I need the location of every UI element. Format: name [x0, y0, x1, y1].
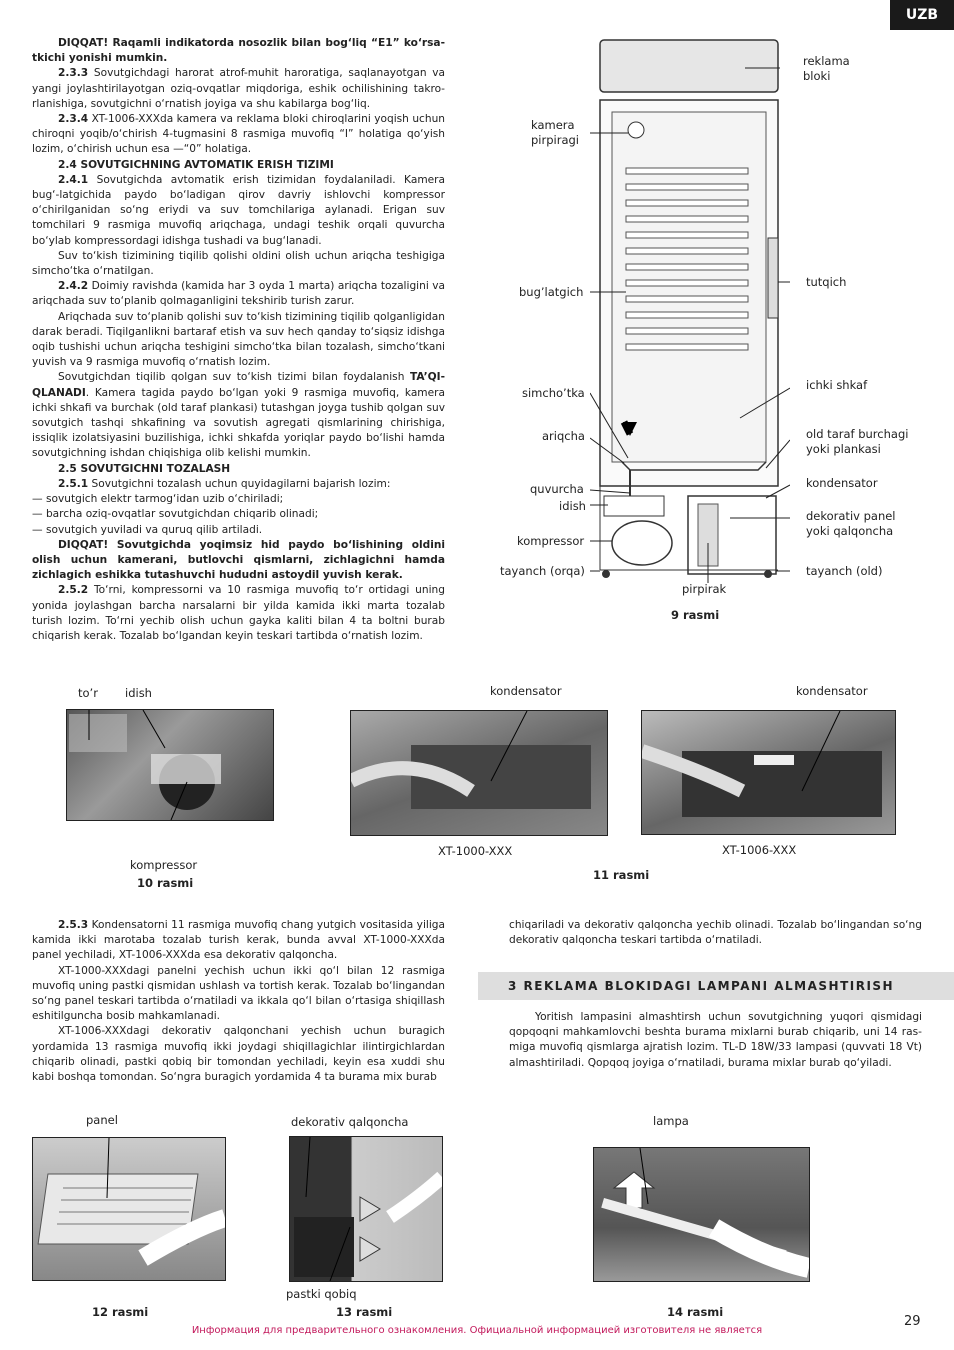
paragraph: Suv to‘kish tizimining tiqilib qolishi oldini olish uchun ariqcha teshigiga simcho‘tka o‘rnatilgan. [32, 249, 445, 278]
fig9-label-tayanch-old: tayanch (old) [806, 564, 883, 578]
paragraph: Ariqchada suv to‘planib qolishi suv to‘kish tizimining tiqilib qolganligidan darak beradi. Tiqilganlikni bartaraf etish va suv hech qanday to‘siqsiz idishga oqib tushishi uchun ariqcha teshigini simcho‘tka bilan tozalash, simcho‘tkani yuvish va 9 rasmiga muvofiq o‘rnatish lozim. [32, 310, 445, 369]
paragraph: Sovutgichda avtomatik erish tizimidan foydalaniladi. Kamera bug‘-latgichida paydo bo‘ladigan qirov davriy ishlovchi kompressor o‘chirilganidan so‘ng eriydi va suv tomchilariga aylanadi. Erigan suv tomchilari 9 rasmiga muvofiq ariqchaga, undagi teshik orqali quvurcha bo‘ylab kompressordagi idishga tushadi va bug‘lanadi. [32, 173, 445, 247]
fig11-label-kondensator-2: kondensator [796, 684, 868, 698]
prohibited-word: TA’QIQLANADI [32, 371, 445, 399]
fig9-label-kondensator: kondensator [806, 476, 878, 490]
section-heading-3: 3 REKLAMA BLOKIDAGI LAMPANI ALMASHTIRISH [478, 972, 954, 1000]
fig12-caption: 12 rasmi [92, 1305, 149, 1319]
fig14-label-lampa: lampa [653, 1114, 689, 1128]
fig9-label-dekorativ: dekorativ panel yoki qalqoncha [806, 509, 896, 538]
fig9-label-ariqcha: ariqcha [542, 429, 585, 443]
fig9-label-tutqich: tutqich [806, 275, 847, 289]
paragraph: XT-1006-XXXda kamera va reklama bloki chiroqlarini yoqish uchun chiroqni yoqib/o‘chirish 4-tugmasini 8 rasmiga muvofiq “I” holatiga qo‘yish lozim, o‘chirish uchun esa —“0” holatiga. [32, 113, 445, 156]
fig10-label-kompressor: kompressor [130, 858, 198, 872]
fig9-label-ichki: ichki shkaf [806, 378, 868, 392]
fig9-label-buglatgich: bug’latgich [519, 285, 584, 299]
page-number: 29 [904, 1314, 921, 1329]
sec-num: 2.3.3 [58, 67, 89, 80]
fig11-photo-2 [641, 710, 896, 835]
paragraph: Kondensatorni 11 rasmiga muvofiq chang yutgich vositasida yiliga kamida ikki marotaba tozalab turish kerak, bunda avval XT-1000-XXXda panel yechiladi, XT-1006-XXXda esa dekorativ qalqoncha. [32, 919, 445, 962]
sec-num: 2.5.1 [58, 477, 89, 490]
paragraph: Sovutgichni tozalash uchun quyidagilarni bajarish lozim: [88, 477, 391, 490]
fig13-caption: 13 rasmi [336, 1305, 393, 1319]
fig13-label-dekorativ: dekorativ qalqoncha [291, 1115, 409, 1129]
paragraph: XT-1006-XXXdagi dekorativ qalqonchani yechish uchun buragich yordamida 13 rasmiga muvofiq ikki joydagi shiqillagichlar ilintirgichlardan chiqarib olinadi, pastki qobiq bir tomondan yechiladi, keyin esa xuddi shu kabi boshqa tomondan. So‘ngra buragich yordamida 4 ta burama mix burab [32, 1025, 445, 1084]
fig10-sketch [67, 710, 273, 820]
fig9-label-quvurcha: quvurcha [530, 482, 584, 496]
sec-num: 2.4.2 [58, 280, 89, 293]
section-3-text [509, 1010, 922, 1071]
fig9-label-kompressor: kompressor [517, 534, 585, 548]
paragraph: Doimiy ravishda (kamida har 3 oyda 1 marta) ariqcha tozaligini va ariqchada suv to‘planib qolmaganligini tekshirib turish zarur. [32, 280, 445, 308]
fig12-photo [32, 1137, 226, 1281]
fig13-label-pastki: pastki qobiq [286, 1287, 357, 1301]
fig9-label-kamera: kamera pirpiragi [531, 118, 579, 147]
fig9-label-reklama: reklama bloki [803, 54, 850, 83]
fig11-model-1: XT-1000-XXX [438, 844, 513, 858]
heading-2-4: 2.4 SOVUTGICHNING AVTOMATIK ERISH TIZIMI [58, 158, 334, 171]
sec-num: 2.5.3 [58, 919, 89, 931]
fig9-caption: 9 rasmi [671, 608, 720, 622]
fig9-label-pirpirak: pirpirak [682, 582, 727, 596]
paragraph: Sovutgichdan tiqilib qolgan suv to‘kish tizimi bilan foydalanish [58, 371, 410, 384]
fig10-label-tor: to’r [78, 686, 98, 700]
list-item: — sovutgich yuviladi va quruq qilib artiladi. [32, 523, 263, 536]
warning-clean: DIQQAT! Sovutgichda yoqimsiz hid paydo bo‘lishining oldini olish uchun kamerani, butlovchi qismlarni, zichlagichni hamda zichlagich eshikka tutashuvchi hududni astoydil yuvish kerak. [32, 538, 445, 582]
middle-right-column [509, 918, 922, 948]
fig11-sketch-1 [351, 711, 607, 835]
fig10-label-idish: idish [125, 686, 152, 700]
fig13-photo [289, 1136, 443, 1282]
paragraph: XT-1000-XXXdagi panelni yechish uchun ikki qo‘l bilan 12 rasmiga muvofiq uning pastki qismidan ushlash va tortish kerak. Tozalab bo‘lingandan so‘ng panel teskari tartibda o‘rnatiladi va ikkala qo‘l bilan o‘rtasiga shiqillash eshitilguncha bosib mahkamlanadi. [32, 964, 445, 1023]
fig14-caption: 14 rasmi [667, 1305, 724, 1319]
paragraph: . Kamera tagida paydo bo‘lgan yoki 9 rasmiga muvofiq, kamera ichki shkafi va burchak (old taraf plankasi) tutashgan joyga tushib qolgan suv sovutgich tashqi shkafining va sovutish agregati qismlarining chirishiga, issiqlik izolatsiyasini buzilishiga, ichki shkafda yoriqlar paydo bo‘lishi hamda sovutgichning ishdan chiqishiga olib kelishi mumkin. [32, 386, 445, 460]
sec-num: 2.4.1 [58, 173, 89, 186]
fig9-label-old-taraf: old taraf burchagi yoki plankasi [806, 427, 909, 456]
fig12-sketch [33, 1138, 225, 1280]
list-item: — sovutgich elektr tarmog‘idan uzib o‘chiriladi; [32, 493, 284, 506]
middle-left-column [32, 918, 445, 1085]
fig11-label-kondensator-1: kondensator [490, 684, 562, 698]
fig11-photo-1 [350, 710, 608, 836]
fig10-photo [66, 709, 274, 821]
fig9-diagram [590, 38, 790, 583]
fig11-model-2: XT-1006-XXX [722, 843, 797, 857]
heading-2-5: 2.5 SOVUTGICHNI TOZALASH [58, 462, 231, 475]
fig14-photo [593, 1147, 810, 1282]
paragraph: Yoritish lampasini almashtirsh uchun sovutgichning yuqori qismidagi qopqoqni mahkamlovchi beshta burama mixlarni burab chiqarib, uni 14 rasmiga muvofiq qismlarga ajratish lozim. TL-D 18W/33 lampasi (quvvati 18 Vt) almashtiriladi. Qopqoq joyiga o‘rnatiladi, burama mixlar burab qo‘yiladi. [509, 1011, 922, 1069]
fig14-sketch [594, 1148, 809, 1281]
warning-e1: DIQQAT! Raqamli indikatorda nosozlik bilan bog‘liq “E1” ko‘rsatkichi yonishi mumkin. [32, 37, 445, 65]
language-tab: UZB [890, 0, 954, 30]
fig12-label-panel: panel [86, 1113, 118, 1127]
fig13-sketch [290, 1137, 442, 1281]
paragraph: chiqariladi va dekorativ qalqoncha yechib olinadi. Tozalab bo‘lingandan so‘ng dekorativ qalqoncha teskari tartibda o‘rnatiladi. [509, 919, 922, 947]
fig9-label-idish: idish [559, 499, 586, 513]
sec-num: 2.5.2 [58, 584, 89, 597]
fig9-label-simchotka: simcho’tka [522, 386, 585, 400]
left-column [32, 36, 445, 644]
paragraph: Sovutgichdagi harorat atrof-muhit haroratiga, saqlanayotgan va yangi joylashtirilayotgan oziq-ovqatlar miqdoriga, eshik ochilishining takrorlanishiga, sovutgichni o‘rnatish joyiga va shu kabilarga bog‘liq. [32, 67, 445, 110]
footer-disclaimer: Информация для предварительного ознакомления. Официальной информацией изготовителя не является [191, 1325, 763, 1336]
fig10-caption: 10 rasmi [137, 876, 194, 890]
fig9-label-tayanch-orqa: tayanch (orqa) [500, 564, 585, 578]
sec-num: 2.3.4 [58, 113, 89, 126]
list-item: — barcha oziq-ovqatlar sovutgichdan chiqarib olinadi; [32, 508, 319, 521]
fig11-sketch-2 [642, 711, 895, 834]
paragraph: To‘rni, kompressorni va 10 rasmiga muvofiq to‘r ortidagi uning yonida joylashgan barcha narsalarni bir yilda kamida ikki marta tozalab turish lozim. To‘rni yechib olish uchun gayka kaliti bilan 4 ta boltni burab chiqarish kerak. Tozalab bo‘lgandan keyin teskari tartibda o‘rnatish lozim. [32, 584, 445, 642]
fig11-caption: 11 rasmi [593, 868, 650, 882]
